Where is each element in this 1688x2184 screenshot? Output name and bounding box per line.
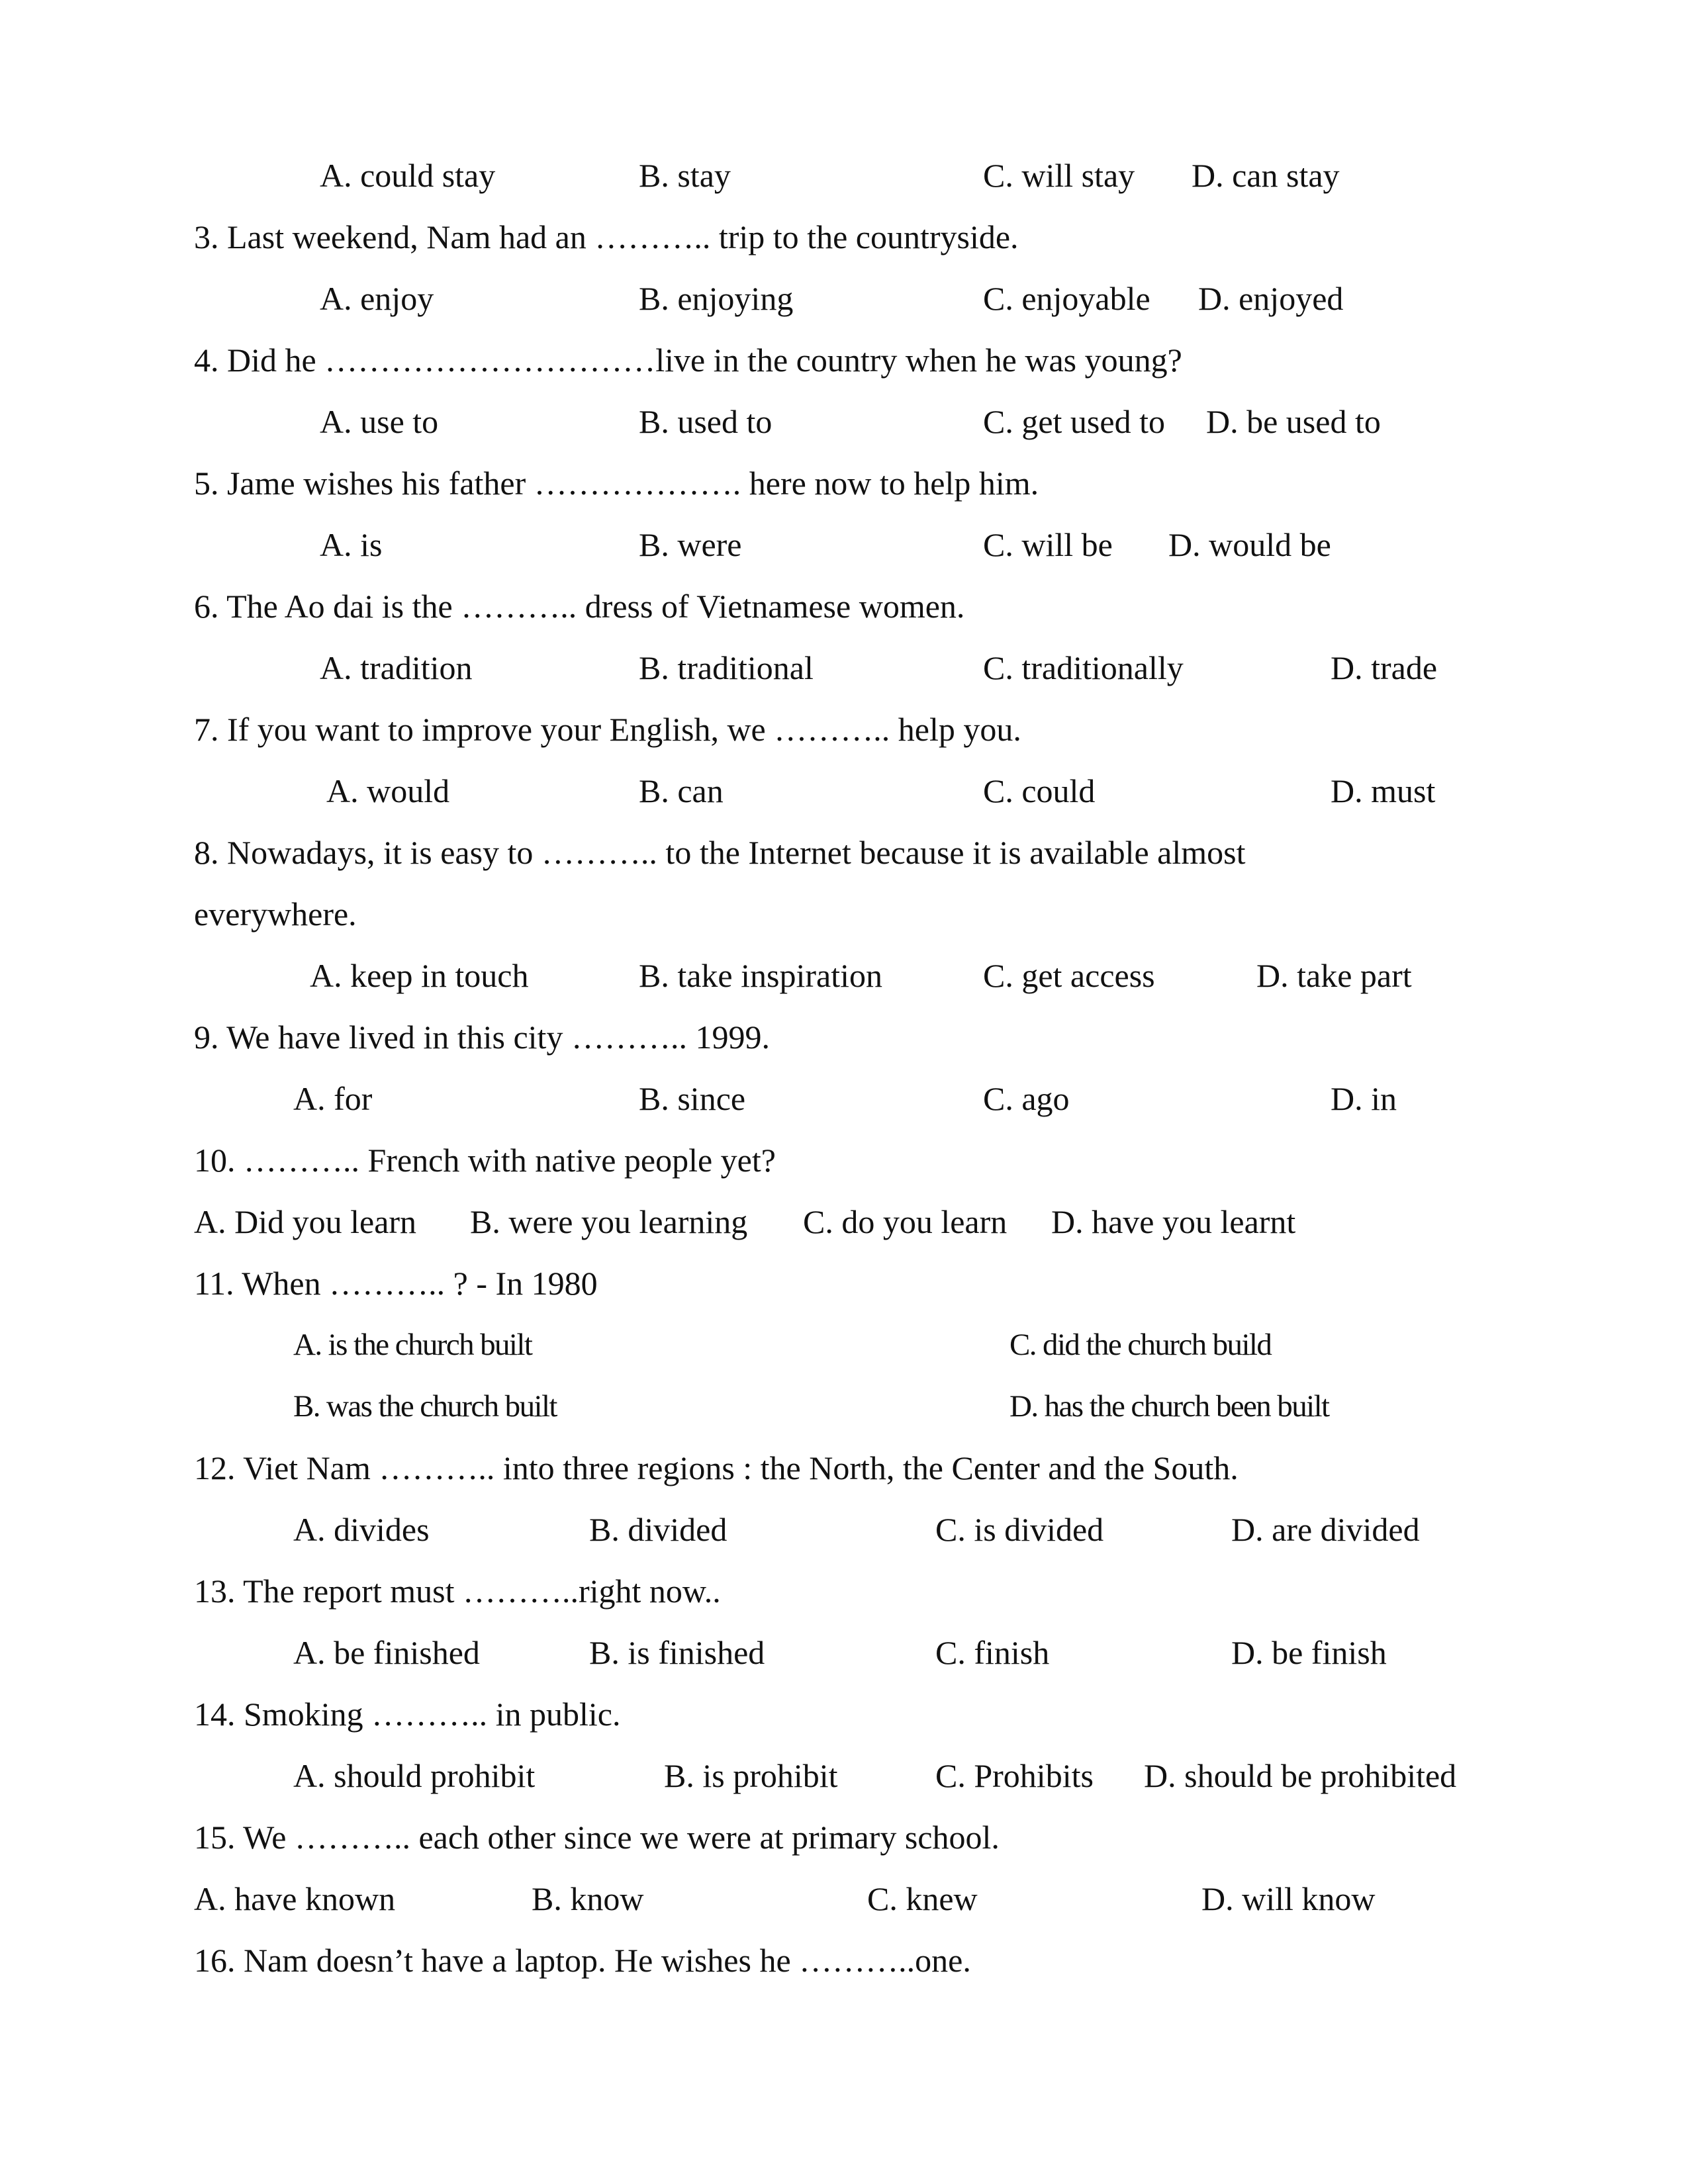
q9-option-c: C. ago [983, 1080, 1070, 1117]
q12-question: 12. Viet Nam ……….. into three regions : the North, the Center and the South. [194, 1449, 1239, 1486]
q16-question: 16. Nam doesn’t have a laptop. He wishes he ………..one. [194, 1942, 971, 1979]
q12-option-c: C. is divided [935, 1511, 1104, 1548]
q3-option-b: B. enjoying [639, 280, 794, 317]
q11-option-b: B. was the church built [293, 1389, 557, 1424]
q10-option-d: D. have you learnt [1051, 1203, 1296, 1240]
q6-option-a: A. tradition [320, 649, 473, 686]
q11-question: 11. When ……….. ? - In 1980 [194, 1265, 598, 1302]
q12-option-b: B. divided [589, 1511, 727, 1548]
q3-option-c: C. enjoyable [983, 280, 1150, 317]
q8-option-a: A. keep in touch [310, 957, 529, 994]
q9-option-d: D. in [1331, 1080, 1397, 1117]
q13-question: 13. The report must ………..right now.. [194, 1572, 721, 1610]
q2-option-c: C. will stay [983, 157, 1135, 194]
q12-option-a: A. divides [293, 1511, 430, 1548]
q3-question: 3. Last weekend, Nam had an ……….. trip to the countryside. [194, 218, 1019, 255]
q11-option-c: C. did the church build [1009, 1328, 1272, 1362]
q8-option-d: D. take part [1256, 957, 1412, 994]
q6-option-c: C. traditionally [983, 649, 1184, 686]
q7-option-c: C. could [983, 772, 1096, 809]
q9-option-b: B. since [639, 1080, 746, 1117]
q5-option-d: D. would be [1168, 526, 1331, 563]
q4-option-c: C. get used to [983, 403, 1165, 440]
q5-option-a: A. is [320, 526, 383, 563]
q14-question: 14. Smoking ……….. in public. [194, 1696, 621, 1733]
q5-option-b: B. were [639, 526, 742, 563]
q15-option-a: A. have known [194, 1880, 396, 1917]
q7-option-b: B. can [639, 772, 724, 809]
q14-option-b: B. is prohibit [664, 1757, 838, 1794]
q13-option-d: D. be finish [1231, 1634, 1387, 1671]
q7-question: 7. If you want to improve your English, we ……….. help you. [194, 711, 1021, 748]
q15-option-d: D. will know [1201, 1880, 1376, 1917]
q2-option-a: A. could stay [320, 157, 496, 194]
q4-option-a: A. use to [320, 403, 439, 440]
q14-option-a: A. should prohibit [293, 1757, 536, 1794]
q15-option-b: B. know [532, 1880, 644, 1917]
q9-option-a: A. for [293, 1080, 373, 1117]
q13-option-a: A. be finished [293, 1634, 480, 1671]
q2-option-b: B. stay [639, 157, 731, 194]
q9-question: 9. We have lived in this city ……….. 1999. [194, 1019, 770, 1056]
q11-option-a: A. is the church built [293, 1328, 532, 1362]
q10-question: 10. ……….. French with native people yet? [194, 1142, 776, 1179]
q8-option-c: C. get access [983, 957, 1155, 994]
q7-option-d: D. must [1331, 772, 1436, 809]
q3-option-d: D. enjoyed [1198, 280, 1344, 317]
q10-option-c: C. do you learn [803, 1203, 1008, 1240]
q11-option-d: D. has the church been built [1009, 1389, 1329, 1424]
q5-question: 5. Jame wishes his father ………………. here now to help him. [194, 465, 1039, 502]
q10-option-b: B. were you learning [470, 1203, 748, 1240]
q5-option-c: C. will be [983, 526, 1113, 563]
q15-question: 15. We ……….. each other since we were at primary school. [194, 1819, 1000, 1856]
q2-option-d: D. can stay [1192, 157, 1340, 194]
q3-option-a: A. enjoy [320, 280, 434, 317]
q6-option-d: D. trade [1331, 649, 1438, 686]
q15-option-c: C. knew [867, 1880, 978, 1917]
q4-option-b: B. used to [639, 403, 773, 440]
q7-option-a: A. would [326, 772, 450, 809]
q8-question-line1: 8. Nowadays, it is easy to ……….. to the Internet because it is available almost [194, 834, 1246, 871]
q4-option-d: D. be used to [1206, 403, 1381, 440]
q8-option-b: B. take inspiration [639, 957, 882, 994]
q13-option-c: C. finish [935, 1634, 1050, 1671]
q14-option-d: D. should be prohibited [1144, 1757, 1457, 1794]
q8-question-line2: everywhere. [194, 895, 357, 933]
q6-option-b: B. traditional [639, 649, 814, 686]
q10-option-a: A. Did you learn [194, 1203, 417, 1240]
q12-option-d: D. are divided [1231, 1511, 1420, 1548]
q14-option-c: C. Prohibits [935, 1757, 1094, 1794]
q4-question: 4. Did he …………………………live in the country when he was young? [194, 341, 1182, 379]
q6-question: 6. The Ao dai is the ……….. dress of Vietnamese women. [194, 588, 965, 625]
q13-option-b: B. is finished [589, 1634, 765, 1671]
